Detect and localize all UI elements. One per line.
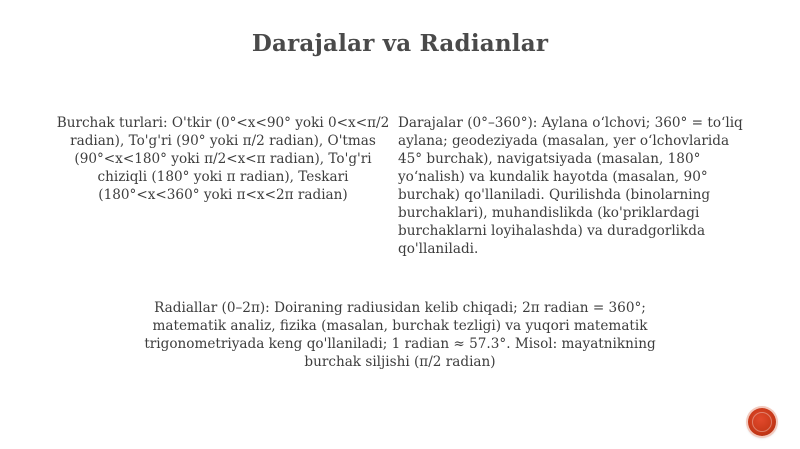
degrees-text: Darajalar (0°–360°): Aylana oʻlchovi; 360° = toʻliq aylana; geodeziyada (masalan, yer oʻlchovlarida 45° burchak), navigatsiyada (masalan, 180° yoʻnalish) va kundalik hayotda (masalan, 90° burchak) qo'llaniladi. Qurilishda (binolarning burchaklari), muhandislikda (ko'priklardagi burchaklarni loyihalashda) va duradgorlikda qo'llaniladi. (398, 115, 743, 257)
slide-title: Darajalar va Radianlar (251, 30, 549, 57)
angle-types-text: Burchak turlari: O'tkir (0°<x<90° yoki 0<x<π/2 radian), To'g'ri (90° yoki π/2 radian), O'tmas (90°<x<180° yoki π/2<x<π radian), To'g'ri chiziqli (180° yoki π radian), Teskari (180°<x<360° yoki π<x<2π radian) (56, 115, 390, 203)
slide-nav-button[interactable] (748, 408, 776, 436)
radians-text: Radiallar (0–2π): Doiraning radiusidan kelib chiqadi; 2π radian = 360°; matematik analiz, fizika (masalan, burchak tezligi) va yuqori matematik trigonometriyada keng qo'llaniladi; 1 radian ≈ 57.3°. Misol: mayatnikning burchak siljishi (π/2 radian) (144, 300, 656, 370)
